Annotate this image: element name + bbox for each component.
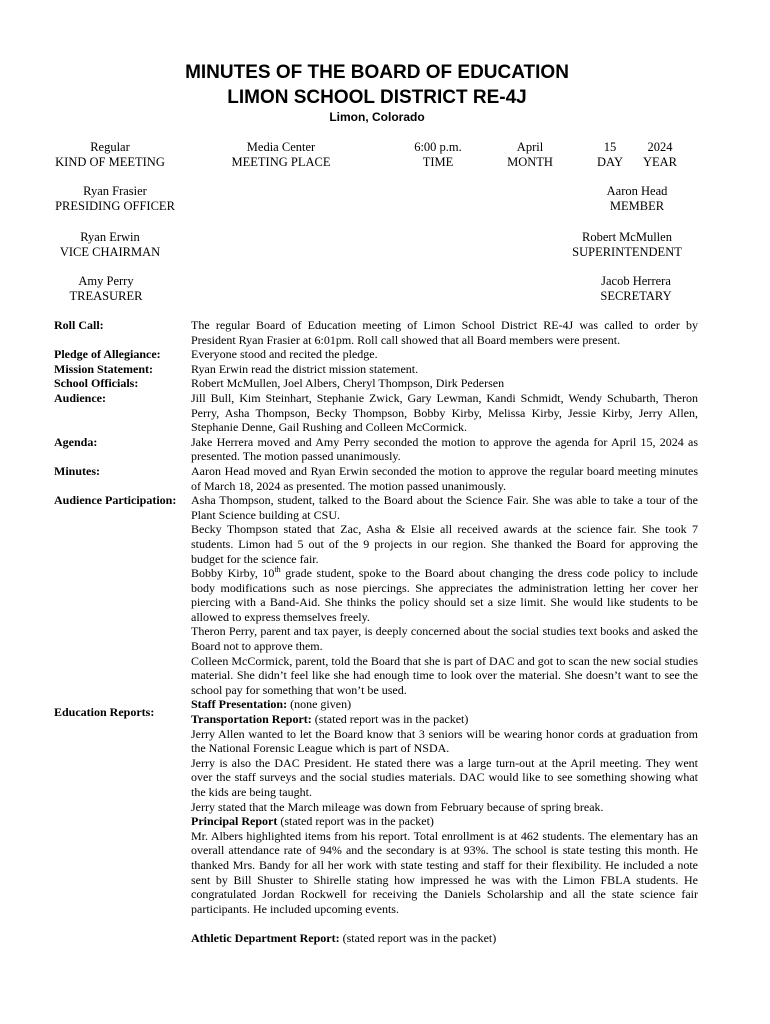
treasurer-label: TREASURER [69, 289, 143, 303]
meeting-place-value: Media Center [246, 140, 316, 154]
athletic-report [191, 931, 698, 946]
label-roll-call: Roll Call: [54, 318, 104, 332]
label-pledge: Pledge of Allegiance: [54, 347, 161, 362]
label-agenda: Agenda: [54, 434, 98, 449]
transport-report [191, 712, 698, 727]
meeting-day-value: 15 [603, 140, 617, 154]
presiding-officer-name: Ryan Frasier [83, 184, 147, 198]
label-participation: Audience Participation: [54, 493, 177, 508]
superintendent-label: SUPERINTENDENT [572, 245, 682, 259]
pledge-text: Everyone stood and recited the pledge. [191, 347, 378, 362]
staff-text: (none given) [287, 697, 352, 712]
transport-note: (stated report was in the packet) [311, 712, 469, 727]
board-member-name: Aaron Head [606, 184, 668, 198]
meeting-kind [54, 140, 166, 170]
spacer [191, 916, 698, 931]
title-line-1: MINUTES OF THE BOARD OF EDUCATION [185, 62, 569, 83]
roll-call-text: The regular Board of Education meeting of Limon School District RE-4J was called to order by President Ryan Frasier at 6:01pm. Roll call showed that all Board members were present. [191, 318, 698, 347]
label-mission: Mission Statement: [54, 361, 153, 376]
transport-item-2: Jerry is also the DAC President. He stated there was a large turn-out at the April meeting. They went over the staff surveys and the social studies materials. DAC would like to see something showing what the kids are being taught. [191, 755, 698, 799]
meeting-kind-label: KIND OF MEETING [55, 155, 165, 169]
meeting-place-label: MEETING PLACE [231, 155, 331, 169]
meeting-day-label: DAY [597, 155, 623, 169]
treasurer [54, 274, 158, 304]
meeting-time-value: 6:00 p.m. [414, 140, 462, 154]
agenda-text: Jake Herrera moved and Amy Perry seconded the motion to approve the agenda for April 15, 2024 as presented. The motion passed unanimously. [191, 434, 698, 464]
principal-heading: Principal Report [191, 814, 278, 829]
superintendent-name: Robert McMullen [582, 230, 672, 244]
athletic-heading: Athletic Department Report: [191, 930, 340, 945]
participation-becky: Becky Thompson stated that Zac, Asha & Elsie all received awards at the science fair. She took 7 students. Limon had 5 out of the 9 projects in our region. She thanked the Board for approving the budget for the science fair. [191, 522, 698, 566]
meeting-month-label: MONTH [507, 155, 553, 169]
participation-bobby-a: Bobby Kirby, 10 [191, 566, 275, 581]
vice-chairman-name: Ryan Erwin [80, 230, 140, 244]
presiding-officer-label: PRESIDING OFFICER [55, 199, 175, 213]
mission-text: Ryan Erwin read the district mission statement. [191, 361, 419, 376]
officials-text: Robert McMullen, Joel Albers, Cheryl Thompson, Dirk Pedersen [191, 376, 505, 391]
meeting-day [590, 140, 630, 170]
board-member-label: MEMBER [609, 199, 665, 213]
audience-text: Jill Bull, Kim Steinhart, Stephanie Zwick, Gary Lewman, Kandi Schmidt, Wendy Schubarth, Theron Perry, Asha Thompson, Becky Thompson, Bobby Kirby, Melissa Kirby, Jessie Kirby, Jerry Allen, Stephanie Denne, Gail Rushing and Colleen McCormick. [191, 390, 698, 435]
label-minutes: Minutes: [54, 464, 100, 478]
title-line-2: LIMON SCHOOL DISTRICT RE-4J [227, 87, 527, 108]
secretary-label: SECRETARY [600, 289, 672, 303]
principal-report [191, 814, 698, 829]
athletic-note: (stated report was in the packet) [339, 930, 497, 945]
meeting-month-value: April [516, 140, 544, 154]
label-education: Education Reports: [54, 704, 155, 719]
meeting-year-value: 2024 [647, 140, 673, 154]
secretary-name: Jacob Herrera [601, 274, 671, 288]
participation-colleen: Colleen McCormick, parent, told the Board that she is part of DAC and got to scan the new social studies material. She didn’t feel like she had enough time to look over the material. She doesn’t want to see the school pay for something that won’t be used. [191, 653, 698, 697]
vice-chairman [54, 230, 166, 260]
participation-bobby-sup: th [274, 565, 281, 575]
transport-item-3: Jerry stated that the March mileage was down from February because of spring break. [191, 799, 604, 814]
secretary [588, 274, 684, 304]
meeting-kind-value: Regular [90, 140, 130, 154]
minutes-body [191, 318, 698, 946]
transport-item-1: Jerry Allen wanted to let the Board know that 3 seniors will be wearing honor cords at graduation from the National Forensic League which is part of NSDA. [191, 726, 698, 756]
meeting-month [500, 140, 560, 170]
principal-note: (stated report was in the packet) [277, 814, 434, 829]
meeting-time-label: TIME [422, 155, 454, 169]
vice-chairman-label: VICE CHAIRMAN [59, 245, 161, 259]
meeting-year-label: YEAR [642, 155, 678, 169]
minutes-text: Aaron Head moved and Ryan Erwin seconded the motion to approve the regular board meeting minutes of March 18, 2024 as presented. The motion passed unanimously. [191, 463, 698, 493]
staff-heading: Staff Presentation: [191, 697, 288, 712]
board-member [592, 184, 682, 214]
location: Limon, Colorado [329, 110, 425, 124]
label-officials: School Officials: [54, 376, 139, 391]
participation-theron: Theron Perry, parent and tax payer, is deeply concerned about the social studies text books and asked the Board not to approve them. [191, 624, 698, 654]
meeting-place [226, 140, 336, 170]
participation-bobby-b: grade student, spoke to the Board about changing the dress code policy to include body modifications such as nose piercings. She appreciates the administration letting her cover her piercing with a Band-Aid. She thinks the policy should set a size limit. She would like students to be allowed to express themselves freely. [191, 566, 698, 624]
participation-asha: Asha Thompson, student, talked to the Board about the Science Fair. She was able to take a tour of the Plant Science building at CSU. [191, 493, 698, 522]
staff-presentation [191, 697, 698, 712]
presiding-officer [54, 184, 176, 214]
principal-text: Mr. Albers highlighted items from his report. Total enrollment is at 462 students. The elementary has an overall attendance rate of 94% and the secondary is at 93%. The school is state testing this month. He thanked Mrs. Bandy for all her work with state testing and staff for their flexibility. He included a note sent by Bill Shuster to Shirelle stating how impressed he was with the Limon FBLA students. He congratulated Jordan Rockwell for receiving the Daniels Scholarship and all the state science fair participants. He included upcoming events. [191, 828, 698, 916]
transport-heading: Transportation Report: [191, 712, 312, 727]
label-audience: Audience: [54, 391, 106, 405]
participation-bobby [191, 566, 698, 624]
treasurer-name: Amy Perry [78, 274, 134, 288]
superintendent [568, 230, 686, 260]
meeting-year [636, 140, 684, 170]
meeting-time [406, 140, 470, 170]
